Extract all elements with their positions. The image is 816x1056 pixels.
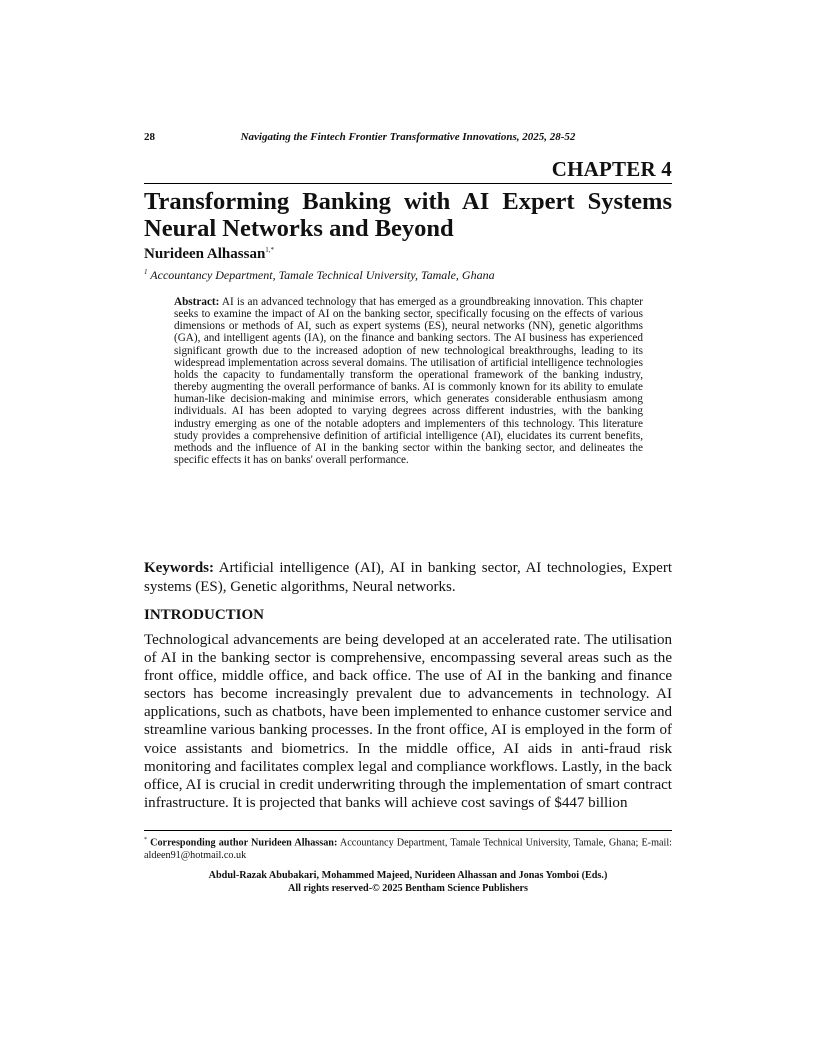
affiliation-mark: 1 — [144, 268, 148, 276]
author-name: Nurideen Alhassan — [144, 246, 266, 262]
footnote — [144, 834, 672, 862]
author-marks: 1,* — [265, 246, 275, 254]
chapter-label: CHAPTER 4 — [551, 157, 672, 181]
publisher-info — [144, 870, 672, 895]
page-number: 28 — [144, 131, 155, 143]
chapter-rule — [144, 157, 672, 184]
footnote-text: Accountancy Department, Tamale Technical University, Tamale, Ghana; E-mail: aldeen91@hotmail.co.uk — [144, 837, 673, 861]
section-heading-introduction: INTRODUCTION — [144, 607, 265, 623]
chapter-title: Transforming Banking with AI Expert Systems Neural Networks and Beyond — [144, 188, 672, 242]
keywords-label: Keywords: — [144, 560, 214, 576]
author-line — [144, 246, 274, 263]
abstract-text: AI is an advanced technology that has emerged as a groundbreaking innovation. This chapter seeks to examine the impact of AI on the banking sector, specifically focusing on the effects of various dimensions or methods of AI, such as expert systems (ES), neural networks (NN), genetic algorithms (GA), and intelligent agents (IA), on the finance and banking sectors. The AI business has experienced significant growth due to the increased adoption of new technological breakthroughs, leading to its widespread implementation across several domains. The utilisation of artificial intelligence technologies holds the capacity to fundamentally transform the operational framework of the banking industry, thereby augmenting the overall performance of banks. AI is commonly known for its ability to emulate human-like decision-making and minimise errors, which generates considerable enthusiasm among individuals. AI has been adopted to varying degrees across different industries, with the banking industry emerging as one of the notable adopters and implementers of this technology. This literature study provides a comprehensive definition of artificial intelligence (AI), elucidates its current benefits, methods and the influence of AI in the banking sector within the banking sector, and delineates the specific effects it has on banks' overall performance. — [174, 296, 643, 467]
footnote-label: Corresponding author Nurideen Alhassan: — [150, 837, 338, 849]
editors-line: Abdul-Razak Abubakari, Mohammed Majeed, Nurideen Alhassan and Jonas Yomboi (Eds.) — [208, 870, 608, 881]
abstract — [174, 296, 643, 466]
keywords-text: Artificial intelligence (AI), AI in banking sector, AI technologies, Expert systems (ES), Genetic algorithms, Neural networks. — [144, 560, 672, 595]
abstract-label: Abstract: — [174, 296, 220, 308]
footnote-divider — [144, 830, 672, 831]
running-header — [144, 131, 672, 147]
footnote-mark: * — [144, 837, 147, 843]
affiliation-line — [144, 268, 495, 283]
introduction-paragraph: Technological advancements are being developed at an accelerated rate. The utilisation of AI in the banking sector is comprehensive, encompassing several areas such as the front office, middle office, and back office. The use of AI in the banking and finance sectors has become increasingly prevalent due to advancements in technology. AI applications, such as chatbots, have been implemented to enhance customer service and streamline various banking processes. In the front office, AI is employed in the form of voice assistants and biometrics. In the middle office, AI aids in anti-fraud risk monitoring and facilitates complex legal and compliance workflows. Lastly, in the back office, AI is crucial in credit underwriting through the implementation of smart contract infrastructure. It is projected that banks will achieve cost savings of $447 billion — [144, 632, 672, 811]
affiliation-text: Accountancy Department, Tamale Technical University, Tamale, Ghana — [150, 268, 495, 282]
keywords — [144, 559, 672, 596]
journal-citation: Navigating the Fintech Frontier Transformative Innovations, 2025, 28-52 — [240, 131, 576, 143]
rights-line: All rights reserved-© 2025 Bentham Science Publishers — [287, 882, 529, 894]
